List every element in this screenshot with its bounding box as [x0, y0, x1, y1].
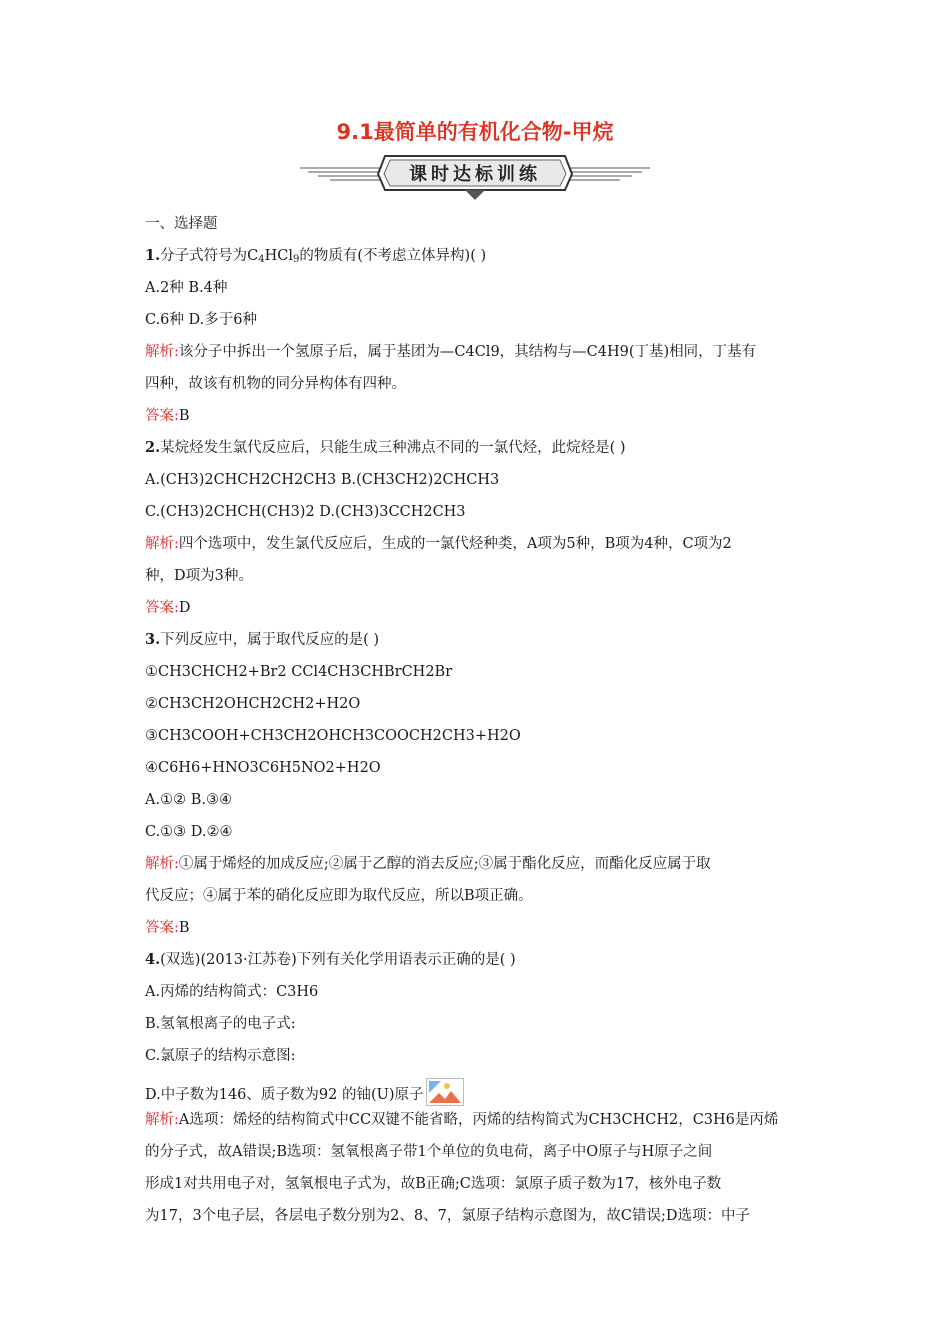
- question-1-analysis: 解析:该分子中拆出一个氢原子后，属于基团为—C4Cl9，其结构与—C4H9(丁基)相同，丁基有: [145, 344, 757, 360]
- question-1-options-ab: A.2种 B.4种: [145, 280, 228, 296]
- reaction-4: ④C6H6+HNO3C6H5NO2+H2O: [145, 760, 381, 776]
- section-banner: [300, 150, 650, 202]
- question-4-option-a: A.丙烯的结构简式：C3H6: [145, 984, 319, 1000]
- reaction-3: ③CH3COOH+CH3CH2OHCH3COOCH2CH3+H2O: [145, 728, 521, 744]
- section-heading: 一、选择题: [145, 216, 218, 232]
- answer-label: 答案:: [145, 920, 179, 936]
- question-1-options-cd: C.6种 D.多于6种: [145, 312, 257, 328]
- analysis-label: 解析:: [145, 536, 179, 552]
- question-3-options-cd: C.①③ D.②④: [145, 824, 233, 840]
- broken-image-icon: [426, 1078, 464, 1106]
- question-4-option-b: B.氢氧根离子的电子式:: [145, 1016, 296, 1032]
- question-number: 4.: [145, 951, 161, 968]
- question-2-analysis-cont: 种，D项为3种。: [145, 568, 253, 584]
- question-2-options-cd: C.(CH3)2CHCH(CH3)2 D.(CH3)3CCH2CH3: [145, 504, 466, 520]
- question-number: 3.: [145, 631, 161, 648]
- question-3-stem: 3.下列反应中，属于取代反应的是( ): [145, 631, 380, 648]
- question-4-analysis-cont-3: 为17，3个电子层，各层电子数分别为2、8、7，氯原子结构示意图为，故C错误;D选项：中子: [145, 1208, 750, 1224]
- reaction-2: ②CH3CH2OHCH2CH2+H2O: [145, 696, 361, 712]
- reaction-1: ①CH3CHCH2+Br2 CCl4CH3CHBrCH2Br: [145, 664, 453, 680]
- banner-label: 课时达标训练: [409, 164, 541, 185]
- question-number: 2.: [145, 439, 161, 456]
- answer-label: 答案:: [145, 408, 179, 424]
- question-3-analysis-cont: 代反应；④属于苯的硝化反应即为取代反应，所以B项正确。: [145, 888, 533, 904]
- question-4-analysis: 解析:A选项：烯烃的结构简式中CC双键不能省略，丙烯的结构简式为CH3CHCH2，C3H6是丙烯: [145, 1112, 779, 1128]
- analysis-label: 解析:: [145, 856, 179, 872]
- question-3-answer: 答案:B: [145, 920, 190, 936]
- question-4-stem: 4.(双选)(2013·江苏卷)下列有关化学用语表示正确的是( ): [145, 951, 516, 968]
- question-4-analysis-cont-1: 的分子式，故A错误;B选项：氢氧根离子带1个单位的负电荷，离子中O原子与H原子之间: [145, 1144, 713, 1160]
- question-2-answer: 答案:D: [145, 600, 191, 616]
- question-2-options-ab: A.(CH3)2CHCH2CH2CH3 B.(CH3CH2)2CHCH3: [145, 472, 500, 488]
- question-4-option-d: D.中子数为146、质子数为92 的铀(U)原子: [145, 1078, 464, 1106]
- question-1-answer: 答案:B: [145, 408, 190, 424]
- question-2-stem: 2.某烷烃发生氯代反应后，只能生成三种沸点不同的一氯代烃，此烷烃是( ): [145, 439, 626, 456]
- question-number: 1.: [145, 247, 161, 264]
- question-4-analysis-cont-2: 形成1对共用电子对，氢氧根电子式为，故B正确;C选项：氯原子质子数为17，核外电子数: [145, 1176, 722, 1192]
- question-1-stem: 1.分子式符号为$C_4HCl_9$的物质有(不考虑立体异构)( ): [145, 247, 487, 265]
- analysis-label: 解析:: [145, 344, 179, 360]
- question-3-analysis: 解析:①属于烯烃的加成反应;②属于乙醇的消去反应;③属于酯化反应，而酯化反应属于取: [145, 856, 711, 872]
- answer-label: 答案:: [145, 600, 179, 616]
- question-1-analysis-cont: 四种，故该有机物的同分异构体有四种。: [145, 376, 406, 392]
- analysis-label: 解析:: [145, 1112, 179, 1128]
- question-4-option-c: C.氯原子的结构示意图:: [145, 1048, 296, 1064]
- question-3-options-ab: A.①② B.③④: [145, 792, 232, 808]
- question-2-analysis: 解析:四个选项中，发生氯代反应后，生成的一氯代烃种类，A项为5种，B项为4种，C项为2: [145, 536, 732, 552]
- page-title: 9.1最简单的有机化合物-甲烷: [336, 120, 614, 144]
